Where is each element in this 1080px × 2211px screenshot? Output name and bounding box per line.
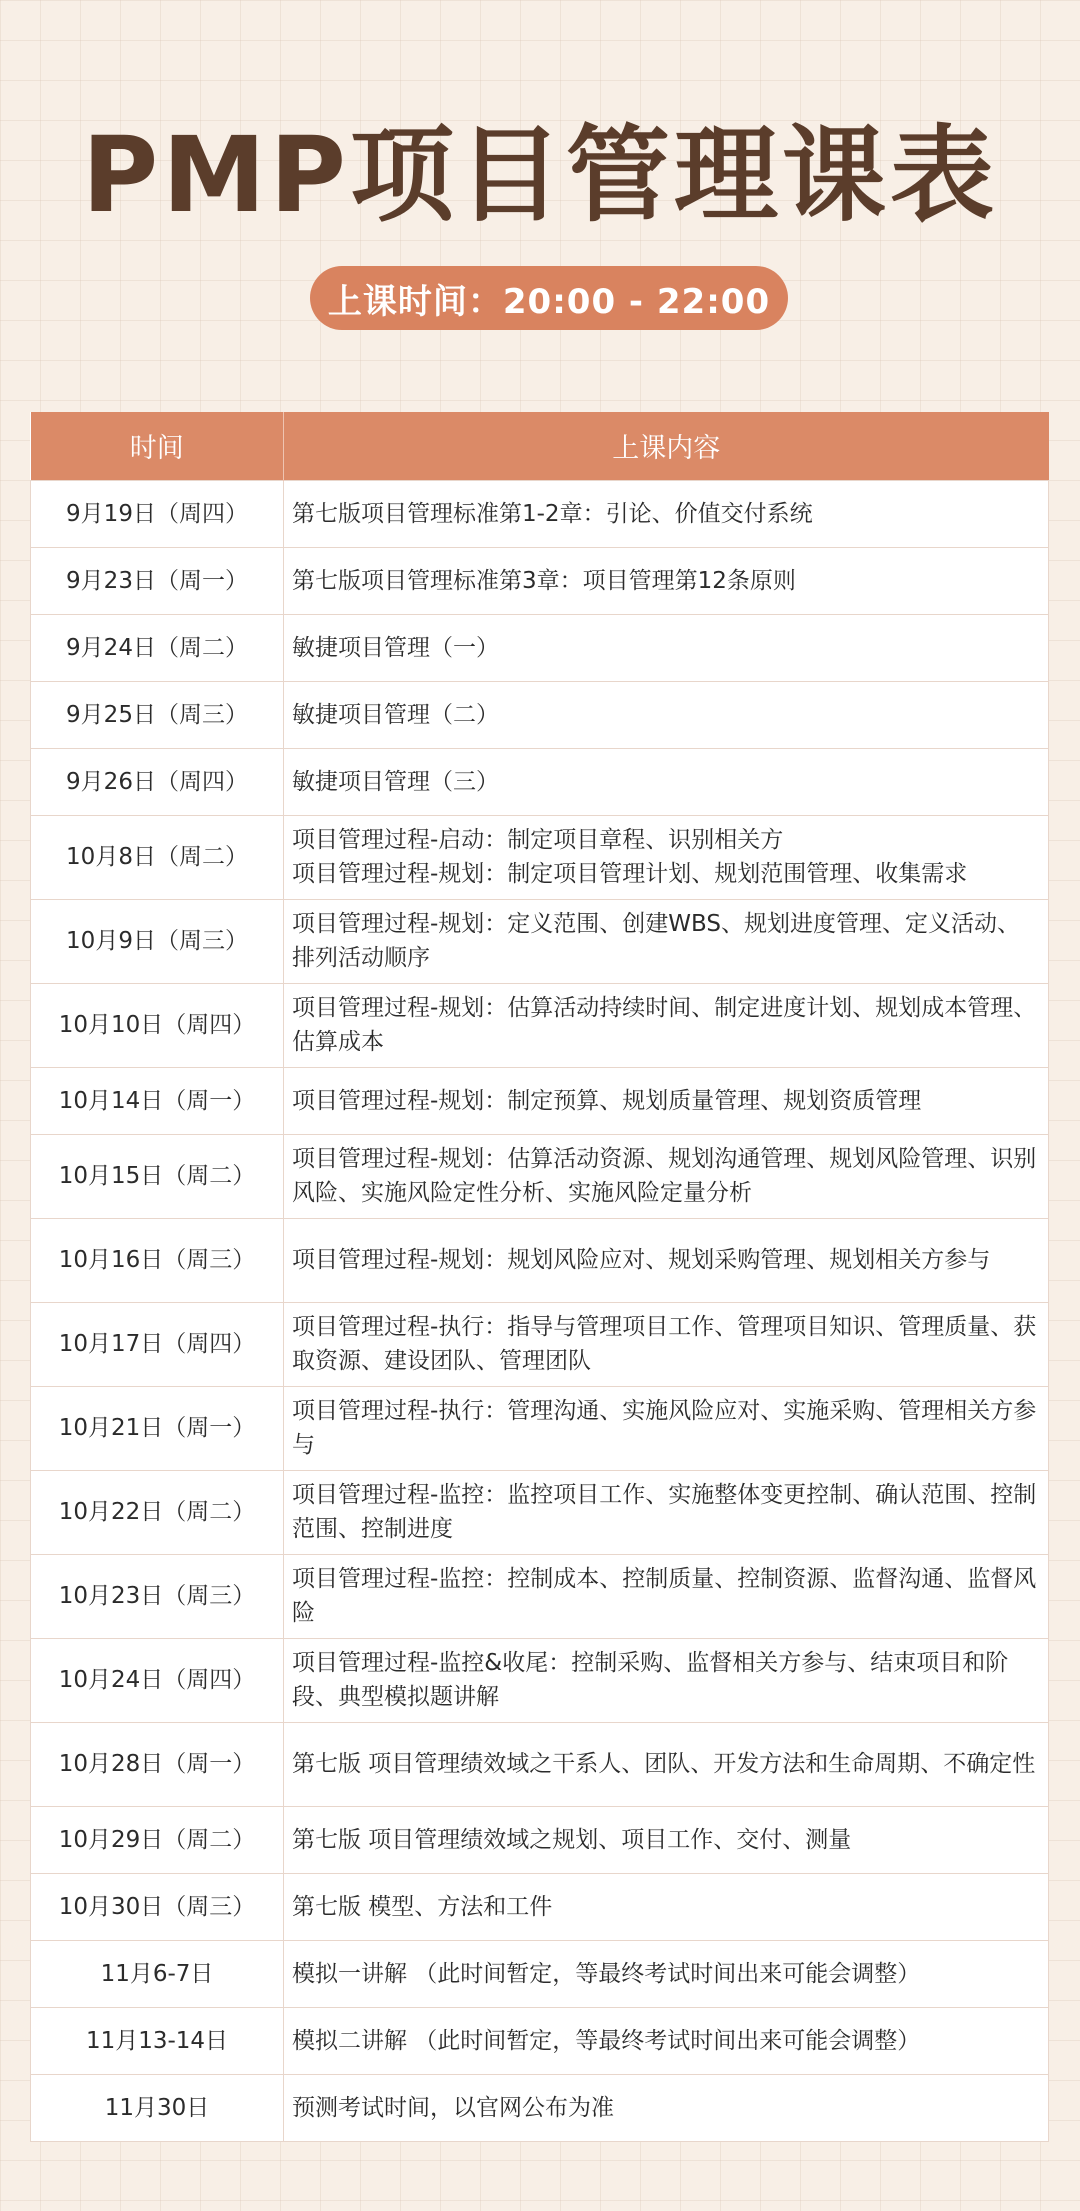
row-date: 10月28日（周一） (31, 1722, 284, 1806)
row-date: 10月9日（周三） (31, 899, 284, 983)
row-date: 10月22日（周二） (31, 1470, 284, 1554)
row-content: 项目管理过程-监控：监控项目工作、实施整体变更控制、确认范围、控制范围、控制进度 (284, 1470, 1049, 1554)
table-row (31, 1067, 1049, 1134)
row-content: 项目管理过程-规划：制定预算、规划质量管理、规划资质管理 (284, 1067, 1049, 1134)
table-row (31, 1470, 1049, 1554)
table-row (31, 1722, 1049, 1806)
header-content: 上课内容 (284, 412, 1049, 480)
header-date: 时间 (31, 412, 284, 480)
row-content: 项目管理过程-规划：定义范围、创建WBS、规划进度管理、定义活动、排列活动顺序 (284, 899, 1049, 983)
row-content: 项目管理过程-监控&收尾：控制采购、监督相关方参与、结束项目和阶段、典型模拟题讲解 (284, 1638, 1049, 1722)
row-content: 项目管理过程-监控：控制成本、控制质量、控制资源、监督沟通、监督风险 (284, 1554, 1049, 1638)
row-date: 9月23日（周一） (31, 547, 284, 614)
row-content: 敏捷项目管理（三） (284, 748, 1049, 815)
row-date: 10月23日（周三） (31, 1554, 284, 1638)
table-row (31, 1554, 1049, 1638)
row-content: 模拟二讲解 （此时间暂定，等最终考试时间出来可能会调整） (284, 2007, 1049, 2074)
row-date: 10月15日（周二） (31, 1134, 284, 1218)
table-row (31, 1218, 1049, 1302)
row-date: 10月10日（周四） (31, 983, 284, 1067)
table-row (31, 1806, 1049, 1873)
table-row (31, 748, 1049, 815)
row-date: 10月16日（周三） (31, 1218, 284, 1302)
row-content: 项目管理过程-规划：估算活动资源、规划沟通管理、规划风险管理、识别风险、实施风险定性分析、实施风险定量分析 (284, 1134, 1049, 1218)
table-row (31, 614, 1049, 681)
table-row (31, 1940, 1049, 2007)
table-row (31, 899, 1049, 983)
table-header-row (31, 412, 1049, 480)
row-content: 项目管理过程-规划：规划风险应对、规划采购管理、规划相关方参与 (284, 1218, 1049, 1302)
row-date: 9月24日（周二） (31, 614, 284, 681)
row-content: 模拟一讲解 （此时间暂定，等最终考试时间出来可能会调整） (284, 1940, 1049, 2007)
table-row (31, 1302, 1049, 1386)
table-row (31, 815, 1049, 899)
class-time-badge: 上课时间：20:00 - 22:00 (310, 266, 788, 330)
table-row (31, 1873, 1049, 1940)
row-content: 第七版项目管理标准第3章：项目管理第12条原则 (284, 547, 1049, 614)
row-content: 敏捷项目管理（一） (284, 614, 1049, 681)
row-content: 敏捷项目管理（二） (284, 681, 1049, 748)
row-date: 10月29日（周二） (31, 1806, 284, 1873)
schedule-table (30, 412, 1049, 2142)
row-content: 项目管理过程-执行：管理沟通、实施风险应对、实施采购、管理相关方参与 (284, 1386, 1049, 1470)
row-content: 预测考试时间，以官网公布为准 (284, 2074, 1049, 2141)
table-row (31, 1134, 1049, 1218)
table-row (31, 1386, 1049, 1470)
row-date: 9月26日（周四） (31, 748, 284, 815)
row-date: 10月24日（周四） (31, 1638, 284, 1722)
row-date: 11月6-7日 (31, 1940, 284, 2007)
table-row (31, 681, 1049, 748)
page-title: PMP项目管理课表 (82, 114, 998, 236)
table-row (31, 1638, 1049, 1722)
table-row (31, 2007, 1049, 2074)
row-content: 项目管理过程-规划：估算活动持续时间、制定进度计划、规划成本管理、估算成本 (284, 983, 1049, 1067)
row-date: 9月19日（周四） (31, 480, 284, 547)
row-content: 第七版 项目管理绩效域之规划、项目工作、交付、测量 (284, 1806, 1049, 1873)
row-date: 10月14日（周一） (31, 1067, 284, 1134)
row-date: 10月30日（周三） (31, 1873, 284, 1940)
row-date: 10月17日（周四） (31, 1302, 284, 1386)
table-row (31, 480, 1049, 547)
table-row (31, 547, 1049, 614)
row-content: 第七版项目管理标准第1-2章：引论、价值交付系统 (284, 480, 1049, 547)
table-row (31, 983, 1049, 1067)
row-date: 11月30日 (31, 2074, 284, 2141)
row-date: 11月13-14日 (31, 2007, 284, 2074)
row-content: 项目管理过程-执行：指导与管理项目工作、管理项目知识、管理质量、获取资源、建设团队、管理团队 (284, 1302, 1049, 1386)
schedule-body (31, 480, 1049, 2141)
row-content: 项目管理过程-启动：制定项目章程、识别相关方 项目管理过程-规划：制定项目管理计划、规划范围管理、收集需求 (284, 815, 1049, 899)
row-content: 第七版 项目管理绩效域之干系人、团队、开发方法和生命周期、不确定性 (284, 1722, 1049, 1806)
table-row (31, 2074, 1049, 2141)
row-content: 第七版 模型、方法和工件 (284, 1873, 1049, 1940)
row-date: 10月8日（周二） (31, 815, 284, 899)
row-date: 9月25日（周三） (31, 681, 284, 748)
row-date: 10月21日（周一） (31, 1386, 284, 1470)
